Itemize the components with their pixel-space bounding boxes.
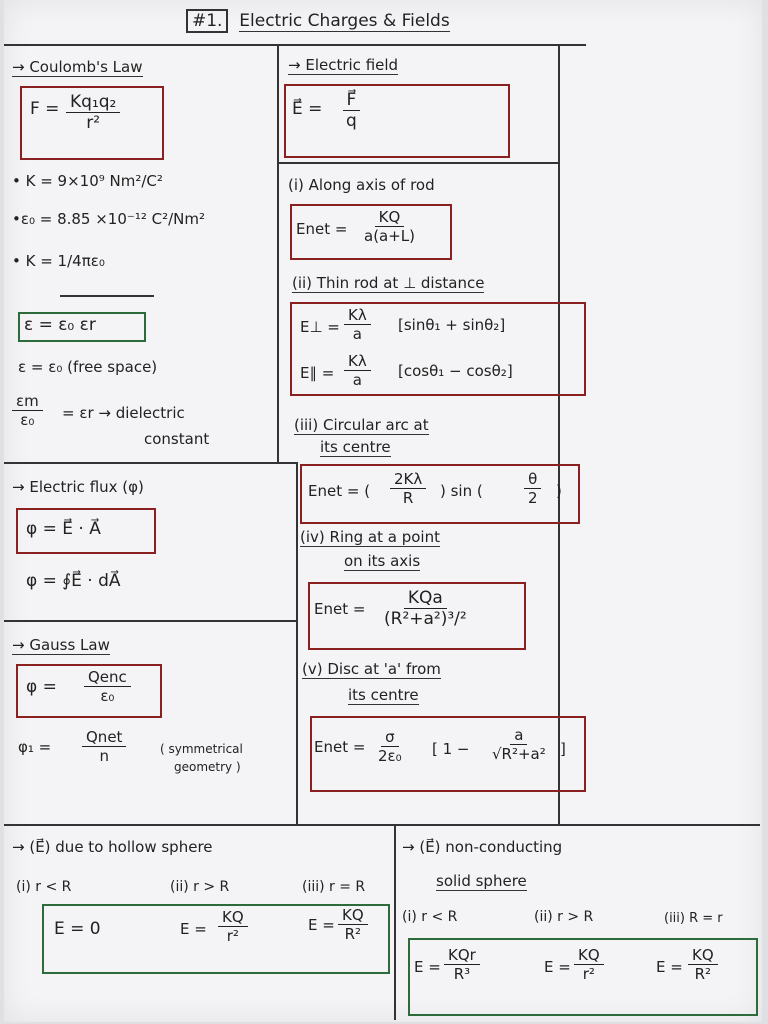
solid-r2-lhs: E = [544,958,571,976]
ring-num: KQa [404,588,447,609]
divider [394,824,396,1020]
solid-r3-num: KQ [688,946,718,965]
solid-r3-den: R² [694,965,712,983]
solid-r3-lhs: E = [656,958,683,976]
epsilon-free-space: ε = ε₀ (free space) [18,358,158,376]
solid-r2-den: r² [582,965,595,983]
axis-lhs: Enet = [296,220,348,238]
solid-case-3: (iii) R = r [664,911,723,926]
divider [296,462,298,824]
divider [278,162,559,164]
e0-value: •ε₀ = 8.85 ×10⁻¹² C²/Nm² [12,210,205,228]
ring-heading: (iv) Ring at a point [300,528,440,546]
disc-num: σ [381,728,399,747]
field-num: F⃗ [343,90,361,111]
perp1-den: a [352,325,362,343]
hollow-r2-lhs: E = [180,920,207,938]
perp2-lhs: E∥ = [300,364,335,382]
arc-lhs: Enet = ( [308,482,371,500]
disc-den: 2ε₀ [378,747,402,765]
perp-heading: (ii) Thin rod at ⊥ distance [292,274,485,292]
ring-heading-2: on its axis [344,552,421,570]
field-formula-box [284,84,510,158]
arc-end: ) [556,482,562,500]
gauss-note-2: geometry ) [174,760,241,774]
disc-rhs-b: ] [560,740,566,758]
solid-r3-fraction [688,946,718,983]
gauss-note: ( symmetrical [160,742,243,756]
hollow-r2-num: KQ [218,908,248,927]
ring-lhs: Enet = [314,600,366,618]
perp1-fraction [344,306,371,343]
divider [4,462,298,464]
perp1-num: Kλ [344,306,371,325]
solid-r1-den: R³ [453,965,471,983]
hollow-case-1: (i) r < R [16,879,72,895]
arc-num-2: θ [524,470,541,489]
arc-heading-2: its centre [320,438,391,456]
disc-rhs-num: a [510,726,527,745]
divider [60,295,154,297]
arc-mid: ) sin ( [440,482,483,500]
disc-rhs-den: √R²+a² [492,745,546,763]
gauss-fraction-2 [82,728,126,765]
k-definition: • K = 1/4πε₀ [12,252,105,270]
field-heading: → Electric field [288,56,399,74]
gauss-den: ε₀ [100,687,115,705]
solid-heading-2: solid sphere [436,872,527,890]
flux-formula-2: φ = ∮E⃗ · dA⃗ [26,571,121,591]
title-number: #1. [186,9,228,33]
hollow-case-3: (iii) r = R [302,879,366,895]
perp2-den: a [352,371,362,389]
notes-page [4,0,762,1022]
axis-heading: (i) Along axis of rod [288,176,435,194]
field-den: q [346,111,357,131]
hollow-r2-den: r² [226,927,239,945]
coulomb-lhs: F = [30,99,60,119]
disc-rhs-a: [ 1 − [432,740,470,758]
k-value: • K = 9×10⁹ Nm²/C² [12,172,163,190]
solid-r2-num: KQ [574,946,604,965]
solid-r1-num: KQr [444,946,480,965]
perp2-fraction [344,352,371,389]
disc-rhs-fraction [488,726,550,763]
gauss-den-2: n [99,747,109,765]
gauss-lhs: φ = [26,677,57,697]
gauss-heading: → Gauss Law [12,636,110,654]
coulomb-fraction [66,92,120,133]
gauss-num: Qenc [84,668,131,687]
divider [4,824,760,826]
perp2-num: Kλ [344,352,371,371]
perp1-rhs: [sinθ₁ + sinθ₂] [398,316,506,334]
arc-num: 2Kλ [390,470,426,489]
divider [4,620,298,622]
ring-fraction [380,588,471,629]
gauss-num-2: Qnet [82,728,126,747]
solid-r2-fraction [574,946,604,983]
axis-den: a(a+L) [364,227,416,245]
hollow-r3-lhs: E = [308,916,335,934]
hollow-heading: → (E⃗) due to hollow sphere [12,838,213,856]
perp2-rhs: [cosθ₁ − cosθ₂] [398,362,513,380]
field-fraction [342,90,361,131]
hollow-r2-fraction [218,908,248,945]
hollow-r3-num: KQ [338,906,368,925]
coulomb-heading: → Coulomb's Law [12,58,143,76]
hollow-result-1: E = 0 [54,919,101,939]
solid-r1-lhs: E = [414,958,441,976]
flux-heading: → Electric flux (φ) [12,478,144,496]
solid-r1-fraction [444,946,480,983]
hollow-case-2: (ii) r > R [170,879,230,895]
hollow-r3-fraction [338,906,368,943]
arc-fraction [390,470,426,507]
coulomb-num: Kq₁q₂ [66,92,120,113]
disc-heading-2: its centre [348,686,419,704]
page-title [186,12,450,30]
em-den: ε₀ [20,411,35,429]
divider [277,44,279,462]
field-lhs: E⃗ = [292,99,323,119]
hollow-r3-den: R² [344,925,362,943]
divider [4,44,586,46]
em-rhs: = εr → dielectric [62,404,185,422]
axis-num: KQ [375,208,405,227]
ring-den: (R²+a²)³/² [384,609,467,629]
arc-heading: (iii) Circular arc at [294,416,429,434]
disc-fraction [374,728,406,765]
gauss-fraction [84,668,131,705]
coulomb-den: r² [86,113,101,133]
axis-fraction [360,208,419,245]
flux-formula-1: φ = E⃗ · A⃗ [26,519,101,539]
epsilon-formula: ε = ε₀ εr [24,315,96,335]
em-fraction [12,392,43,429]
em-rhs-2: constant [144,430,210,448]
solid-case-2: (ii) r > R [534,909,594,925]
arc-den-2: 2 [528,489,538,507]
title-text: Electric Charges & Fields [239,11,450,31]
disc-heading: (v) Disc at 'a' from [302,660,441,678]
divider [558,44,560,824]
solid-case-1: (i) r < R [402,909,458,925]
arc-den: R [402,489,414,507]
gauss-lhs-2: φ₁ = [18,738,52,756]
solid-heading: → (E⃗) non-conducting [402,838,563,856]
arc-fraction-2 [524,470,542,507]
em-num: εm [12,392,43,411]
disc-lhs: Enet = [314,738,366,756]
perp1-lhs: E⊥ = [300,318,340,336]
